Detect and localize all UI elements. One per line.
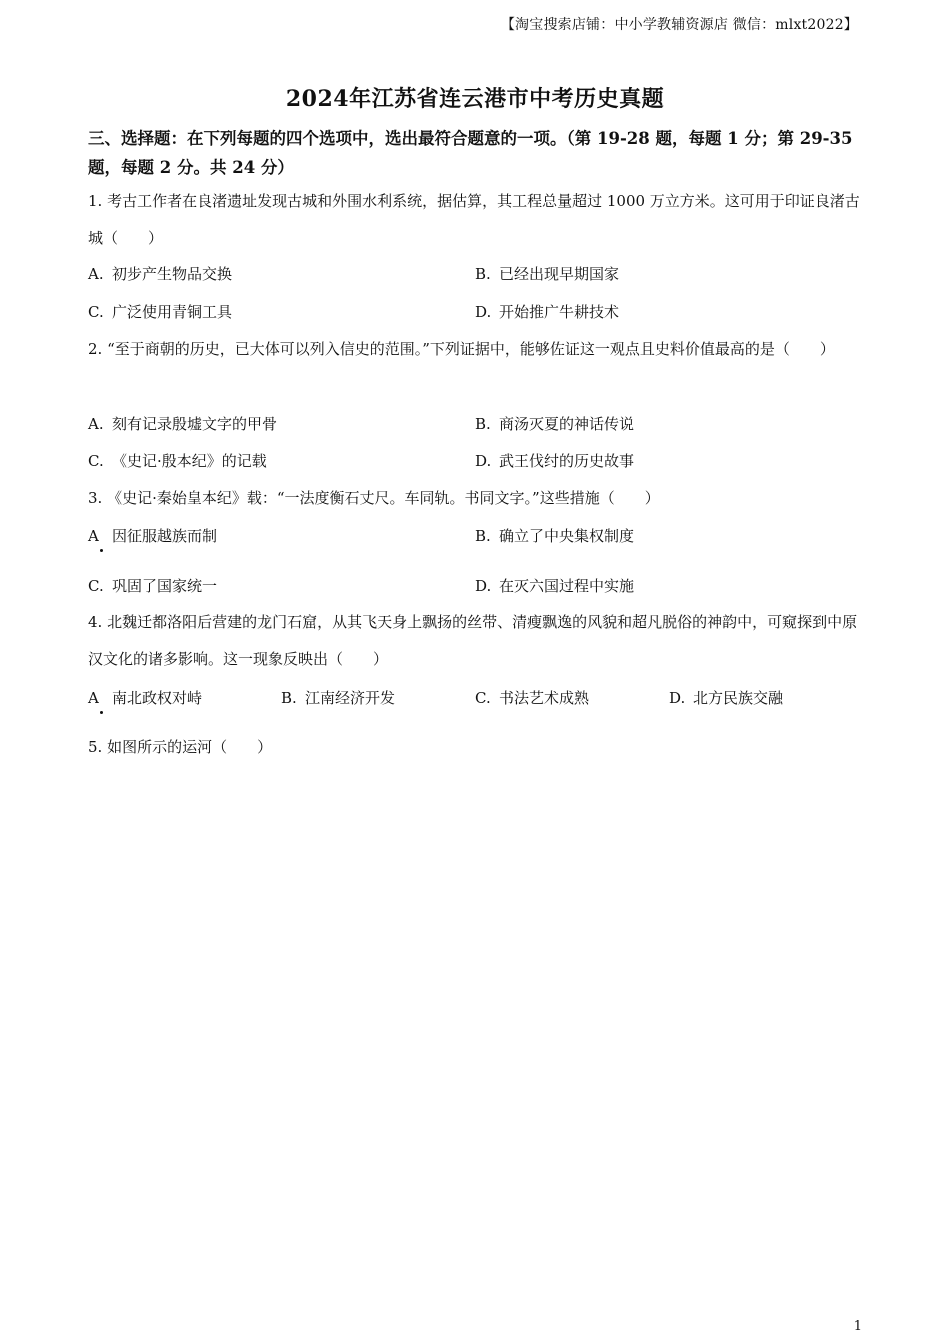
option-text: 因征服越族而制 <box>112 527 218 545</box>
question-3-option-c <box>88 575 217 596</box>
question-4-option-d <box>669 687 783 708</box>
option-text: 开始推广牛耕技术 <box>499 303 620 321</box>
section-heading: 三、选择题：在下列每题的四个选项中，选出最符合题意的一项。（第 19-28 题，每题 1 分；第 29-35 题，每题 2 分。共 24 分） <box>88 129 853 177</box>
option-letter: A <box>88 527 112 545</box>
option-letter: C. <box>475 689 491 707</box>
option-letter: C. <box>88 452 104 470</box>
shop-header-note: 【淘宝搜索店铺：中小学教辅资源店 微信：mlxt2022】 <box>500 17 858 33</box>
option-text: 已经出现早期国家 <box>499 265 620 283</box>
question-4-option-b <box>281 687 395 708</box>
question-2-option-c <box>88 450 267 471</box>
question-5-stem: 5. 如图所示的运河（ ） <box>88 738 273 756</box>
option-text: 武王伐纣的历史故事 <box>499 452 635 470</box>
option-letter: A <box>88 689 112 707</box>
option-letter: B. <box>475 265 491 283</box>
question-1-option-d <box>475 301 619 322</box>
question-3-option-d <box>475 575 634 596</box>
question-4-stem: 4. 北魏迁都洛阳后营建的龙门石窟，从其飞天身上飘扬的丝带、清瘦飘逸的风貌和超凡脱俗的神韵中，可窥探到中原汉文化的诸多影响。这一现象反映出（ ） <box>88 613 858 668</box>
question-3-options-row-2 <box>88 575 866 605</box>
option-text: 南北政权对峙 <box>112 689 203 707</box>
option-letter: B. <box>281 689 297 707</box>
option-text: 刻有记录殷墟文字的甲骨 <box>112 415 278 433</box>
option-text: 在灭六国过程中实施 <box>499 577 635 595</box>
option-text: 北方民族交融 <box>693 689 784 707</box>
question-4-option-c <box>475 687 589 708</box>
option-text: 江南经济开发 <box>305 689 396 707</box>
option-text: 巩固了国家统一 <box>112 577 218 595</box>
option-letter: D. <box>475 452 492 470</box>
question-1-option-a <box>88 263 232 284</box>
question-4-options-row <box>88 687 866 717</box>
option-text: 书法艺术成熟 <box>499 689 590 707</box>
question-1-option-c <box>88 301 232 322</box>
option-text: 商汤灭夏的神话传说 <box>499 415 635 433</box>
question-2-option-a <box>88 413 277 434</box>
question-4-option-a <box>88 687 202 708</box>
question-3-option-a <box>88 525 217 546</box>
option-text: 《史记·殷本纪》的记载 <box>112 452 267 470</box>
option-letter: D. <box>669 689 686 707</box>
question-2-option-d <box>475 450 634 471</box>
question-1-option-b <box>475 263 619 284</box>
option-letter: D. <box>475 577 492 595</box>
option-letter: C. <box>88 303 104 321</box>
question-2-option-b <box>475 413 634 434</box>
question-3-stem: 3. 《史记·秦始皇本纪》载：“一法度衡石丈尺。车同轨。书同文字。”这些措施（ ） <box>88 489 660 507</box>
question-2-stem: 2. “至于商朝的历史，已大体可以列入信史的范围。”下列证据中，能够佐证这一观点且史料价值最高的是（ ） <box>88 340 835 358</box>
question-1-stem: 1. 考古工作者在良渚遗址发现古城和外围水利系统，据估算，其工程总量超过 1000 万立方米。这可用于印证良渚古城（ ） <box>88 192 860 247</box>
question-2-options-row-2 <box>88 450 866 480</box>
option-letter: A. <box>88 415 104 433</box>
question-1-options-row-1 <box>88 263 866 293</box>
exam-title: 2024年江苏省连云港市中考历史真题 <box>285 86 665 112</box>
option-text: 初步产生物品交换 <box>112 265 233 283</box>
option-letter: B. <box>475 415 491 433</box>
option-letter: A. <box>88 265 104 283</box>
option-text: 广泛使用青铜工具 <box>112 303 233 321</box>
question-3-options-row-1 <box>88 525 866 555</box>
option-text: 确立了中央集权制度 <box>499 527 635 545</box>
question-1-options-row-2 <box>88 301 866 331</box>
option-letter: D. <box>475 303 492 321</box>
option-letter: C. <box>88 577 104 595</box>
question-2-options-row-1 <box>88 413 866 443</box>
option-letter: B. <box>475 527 491 545</box>
question-3-option-b <box>475 525 634 546</box>
page-number: 1 <box>853 1319 862 1334</box>
